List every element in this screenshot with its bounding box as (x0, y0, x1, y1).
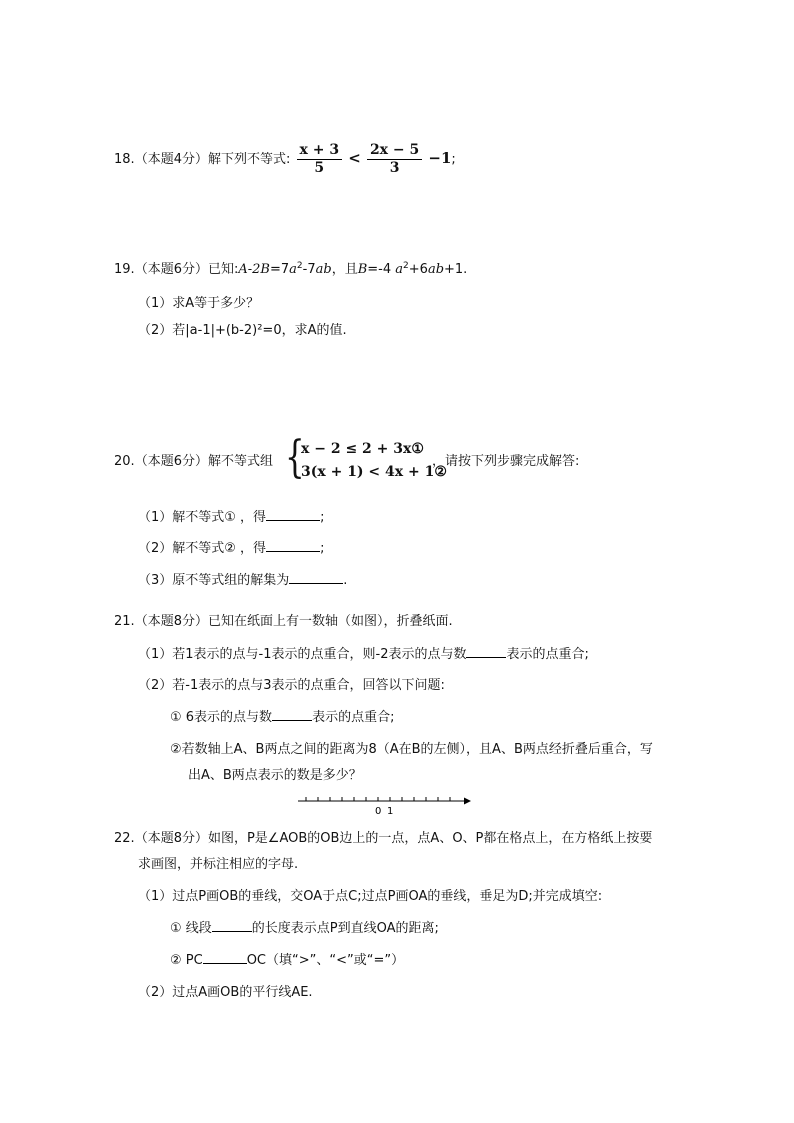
q18-lhs-denominator: 5 (314, 160, 325, 176)
q20-brace: { (285, 432, 305, 483)
q18-lhs-numerator: x + 3 (297, 142, 343, 160)
q22-fill2-text: ② PC (170, 953, 203, 968)
q21-prompt: 已知在纸面上有一数轴（如图），折叠纸面. (207, 614, 453, 629)
q20-line (114, 453, 273, 471)
q21-circle1-text: ① 6表示的点与数 (170, 710, 273, 725)
q20-step1-text: （1）解不等式① ，得 (138, 510, 267, 525)
q19-eq2: =-4 (367, 262, 392, 277)
q21-part2 (138, 677, 445, 695)
q20-step1-end: ; (320, 510, 325, 525)
q20-step1-blank[interactable] (266, 508, 320, 521)
q21-circle2-text1: ②若数轴上A、B两点之间的距离为8（A在B的左侧），且A、B两点经折叠后重合，写 (170, 742, 653, 757)
number-line-arrow (464, 798, 471, 805)
q20-instruction (432, 453, 579, 471)
q19-minus7: -7 (302, 262, 316, 277)
q21-part1-end: 表示的点重合; (506, 647, 589, 662)
q20-number: 20. (114, 454, 135, 469)
q19-ab2: ab (427, 262, 445, 277)
q18-line (114, 142, 456, 177)
q20-step3-text: （3）原不等式组的解集为 (138, 573, 290, 588)
q22-line2 (138, 856, 298, 874)
q20-step3 (138, 571, 347, 590)
q20-ineq1: x − 2 ≤ 2 + 3x① (301, 441, 424, 457)
q19-line (114, 261, 467, 279)
q19-and: ，且 (331, 262, 358, 277)
q20-step2 (138, 539, 324, 558)
q19-part1-label: （1） (138, 296, 173, 311)
q21-part1 (138, 645, 589, 664)
q22-number: 22. (114, 831, 135, 846)
q18-end: ; (451, 152, 456, 167)
q20-step3-end: . (343, 573, 348, 588)
q21-circle2-line2 (188, 767, 362, 785)
q19-b: B (357, 262, 368, 277)
q20-step3-blank[interactable] (289, 571, 343, 584)
q22-text2: 求画图，并标注相应的字母. (138, 857, 299, 872)
q22-fill1 (170, 919, 439, 938)
q21-points: （本题8分） (134, 614, 208, 629)
q22-fill1-text: ① 线段 (170, 921, 212, 936)
q22-fill2-blank[interactable] (203, 951, 247, 964)
q20-step1 (138, 508, 324, 527)
q19-given: 已知: (207, 262, 239, 277)
q22-line1 (114, 830, 652, 848)
q22-part2 (138, 984, 313, 1002)
q18-rhs-denominator: 3 (389, 160, 400, 176)
q21-part2-text: （2）若-1表示的点与3表示的点重合，回答以下问题: (138, 678, 445, 693)
q19-plus1: +1. (444, 262, 468, 277)
q19-expr1: A-2B (238, 262, 270, 277)
q22-fill2 (170, 951, 404, 970)
q19-sq1: 2 (296, 261, 303, 271)
q20-points: （本题6分） (134, 454, 208, 469)
q19-part1-text: 求A等于多少？ (172, 296, 260, 311)
q19-part1 (138, 295, 259, 313)
q21-part1-blank[interactable] (466, 645, 506, 658)
q20-step2-end: ; (320, 541, 325, 556)
q19-part2 (138, 322, 347, 340)
number-line-figure (296, 793, 474, 817)
number-line-one: 1 (387, 806, 394, 817)
q19-plus6: +6 (408, 262, 428, 277)
q18-rhs-fraction (367, 142, 422, 177)
q18-points: （本题4分） (134, 152, 208, 167)
q21-line (114, 613, 453, 631)
q19-part2-text: 若|a-1|+(b-2)²=0，求A的值. (172, 323, 347, 338)
q20-prompt: 解不等式组 (207, 454, 273, 469)
q20-step2-blank[interactable] (266, 539, 320, 552)
q22-points: （本题8分） (134, 831, 208, 846)
q19-a1: a (289, 262, 297, 277)
q21-circle1 (170, 708, 394, 727)
q21-number: 21. (114, 614, 135, 629)
q21-circle1-blank[interactable] (272, 708, 312, 721)
number-line-ticks (306, 797, 450, 801)
q18-rhs-numerator: 2x − 5 (367, 142, 422, 160)
q22-text1: 如图，P是∠AOB的OB边上的一点，点A、O、P都在格点上，在方格纸上按要 (207, 831, 653, 846)
q22-part1-text: （1）过点P画OB的垂线，交OA于点C;过点P画OA的垂线，垂足为D;并完成填空: (138, 889, 603, 904)
q20-step2-text: （2）解不等式② ，得 (138, 541, 267, 556)
number-line-zero: 0 (375, 806, 382, 817)
q21-circle1-end: 表示的点重合; (312, 710, 395, 725)
q19-sq2: 2 (403, 261, 409, 271)
q21-circle2-line1 (170, 741, 653, 759)
q20-instruction-text: ，请按下列步骤完成解答: (432, 454, 580, 469)
q21-part1-text: （1）若1表示的点与-1表示的点重合，则-2表示的点与数 (138, 647, 467, 662)
q18-relation: < (348, 149, 361, 167)
q19-a2: a (395, 262, 404, 277)
q19-number: 19. (114, 262, 135, 277)
q20-ineq2: 3(x + 1) < 4x + 1② (301, 464, 447, 480)
q19-part2-label: （2） (138, 323, 173, 338)
q22-fill2-end: OC（填“>”、“<”或“=”） (246, 953, 405, 968)
q18-number: 18. (114, 152, 135, 167)
q19-ab1: ab (315, 262, 332, 277)
q22-part2-text: （2）过点A画OB的平行线AE. (138, 985, 313, 1000)
q21-circle2-text2: 出A、B两点表示的数是多少？ (188, 768, 362, 783)
q19-points: （本题6分） (134, 262, 208, 277)
q22-fill1-end: 的长度表示点P到直线OA的距离; (251, 921, 439, 936)
q19-eq1: =7 (269, 262, 290, 277)
q22-part1 (138, 888, 602, 906)
q18-tail: −1 (428, 149, 452, 167)
q18-prompt: 解下列不等式: (207, 152, 291, 167)
q22-fill1-blank[interactable] (212, 919, 252, 932)
q18-lhs-fraction (297, 142, 343, 177)
